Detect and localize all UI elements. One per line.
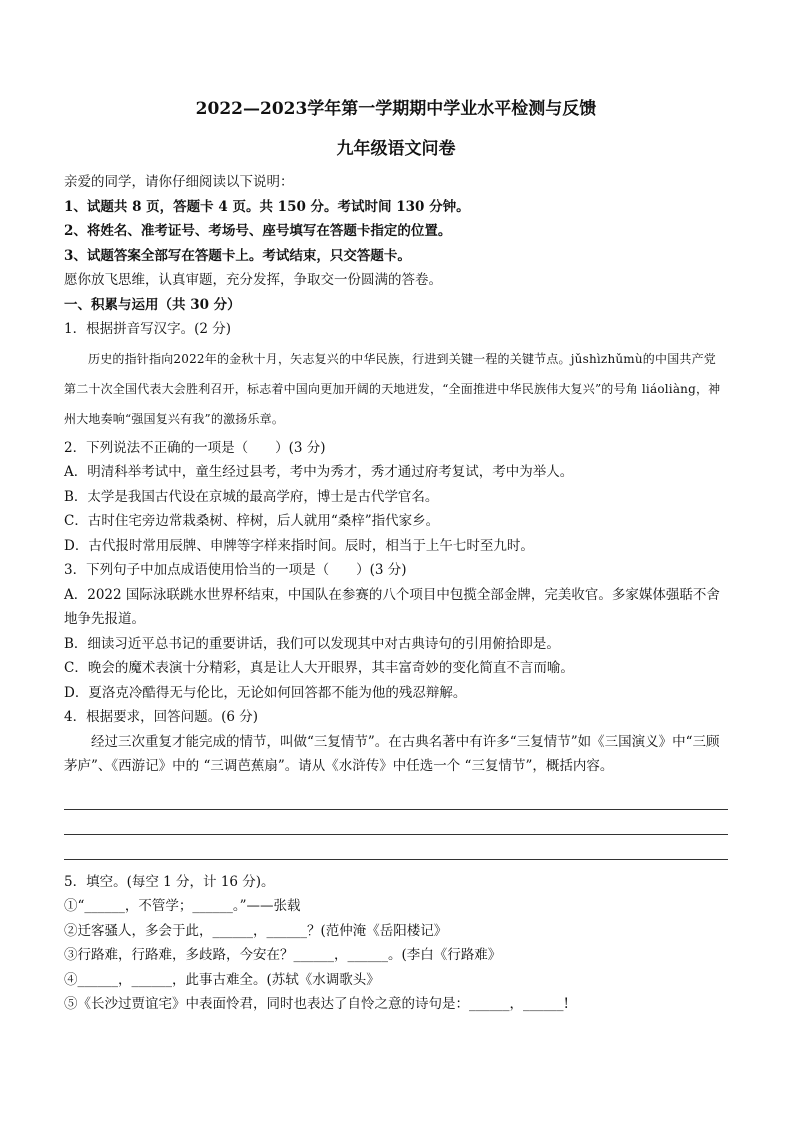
question-prompt: 3．下列句子中加点成语使用恰当的一项是（ ）(3 分) [64, 562, 407, 578]
exam-page [64, 96, 728, 1017]
option-d: D．夏洛克冷酷得无与伦比，无论如何回答都不能为他的残忍辩解。 [64, 684, 467, 701]
instructions [64, 170, 728, 293]
question-prompt: 1．根据拼音写汉字。(2 分) [64, 321, 232, 337]
question-1 [64, 317, 728, 434]
answer-line [64, 810, 728, 835]
answer-lines [64, 785, 728, 860]
instructions-greeting: 亲爱的同学，请你仔细阅读以下说明： [64, 174, 294, 190]
exam-title: 2022—2023学年第一学期期中学业水平检测与反馈 [195, 99, 597, 119]
question-prompt: 4．根据要求，回答问题。(6 分) [64, 709, 259, 725]
option-c: C．古时住宅旁边常栽桑树、梓树，后人就用“桑梓”指代家乡。 [64, 513, 440, 529]
instruction-item: 2、将姓名、准考证号、考场号、座号填写在答题卡指定的位置。 [64, 223, 452, 239]
fill-item: ⑤《长沙过贾谊宅》中表面怜君，同时也表达了自怜之意的诗句是：______，______! [64, 996, 569, 1012]
option-c: C．晚会的魔术表演十分精彩，真是让人大开眼界，其丰富奇妙的变化简直不言而喻。 [64, 660, 574, 676]
fill-item: ③行路难，行路难，多歧路，今安在？______，______。(李白《行路难》 [64, 947, 502, 963]
option-a: A．明清科举考试中，童生经过县考，考中为秀才，秀才通过府考复试，考中为举人。 [64, 464, 574, 480]
option-a: A．2022 国际泳联跳水世界杯结束，中国队在参赛的八个项目中包揽全部金牌，完美收官。多家媒体强聒不舍地争先报道。 [64, 586, 720, 627]
question-passage: 历史的指针指向2022年的金秋十月，矢志复兴的中华民族，行进到关键一程的关键节点。jǔshìzhǔmù的中国共产党第二十次全国代表大会胜利召开，标志着中国向更加开阔的天地迸发，“全面推进中华民族伟大复兴”的号角 liáoliàng，神州大地奏响“强国复兴有我”的激扬乐章。 [64, 351, 721, 426]
fill-item: ②迁客骚人，多会于此，______，______？(范仲淹《岳阳楼记》 [64, 922, 448, 939]
answer-line [64, 835, 728, 860]
instructions-closing: 愿你放飞思维，认真审题，充分发挥，争取交一份圆满的答卷。 [64, 272, 442, 288]
exam-subtitle: 九年级语文问卷 [336, 139, 456, 159]
answer-line [64, 785, 728, 810]
fill-item: ④______，______，此事古难全。(苏轼《水调歌头》 [64, 971, 380, 988]
question-body: 经过三次重复才能完成的情节，叫做“三复情节”。在古典名著中有许多“三复情节”如《三国演义》中“三顾茅庐”、《西游记》中的 “三调芭蕉扇”。请从《水浒传》中任选一个 “三复情节”，概括内容。 [64, 733, 720, 774]
fill-item: ①“______，不管学；______。”——张载 [64, 898, 301, 914]
question-4 [64, 705, 728, 860]
question-5 [64, 870, 728, 1017]
option-b: B．细读习近平总书记的重要讲话，我们可以发现其中对古典诗句的引用俯拾即是。 [64, 635, 560, 652]
instruction-item: 3、试题答案全部写在答题卡上。考试结束，只交答题卡。 [64, 247, 411, 264]
question-3 [64, 558, 728, 705]
option-d: D．古代报时常用辰牌、申牌等字样来指时间。辰时，相当于上午七时至九时。 [64, 537, 534, 554]
section-heading: 一、积累与运用（共 30 分） [64, 296, 241, 313]
instruction-item: 1、试题共 8 页，答题卡 4 页。共 150 分。考试时间 130 分钟。 [64, 198, 470, 215]
option-b: B．太学是我国古代设在京城的最高学府，博士是古代学官名。 [64, 488, 439, 505]
question-prompt: 2．下列说法不正确的一项是（ ）(3 分) [64, 439, 326, 456]
question-2 [64, 436, 728, 559]
question-prompt: 5．填空。(每空 1 分，计 16 分)。 [64, 873, 275, 890]
